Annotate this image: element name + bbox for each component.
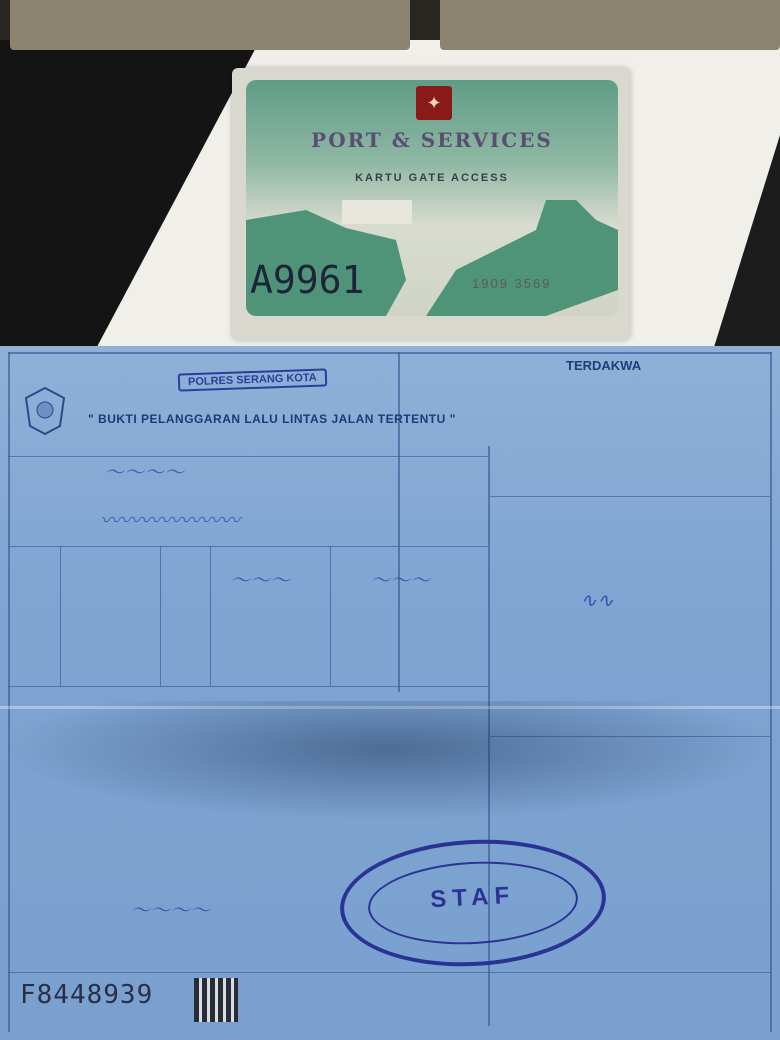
form-border-left — [8, 352, 10, 1032]
traffic-ticket-form — [0, 346, 780, 1040]
form-border-top — [8, 352, 772, 354]
handwriting: 〜〜〜 — [230, 568, 290, 592]
card-subtitle: KARTU GATE ACCESS — [355, 172, 509, 184]
form-title: " BUKTI PELANGGARAN LALU LINTAS JALAN TERTENTU " — [88, 412, 456, 426]
form-col-line — [330, 546, 331, 686]
form-col-line — [210, 546, 211, 686]
form-col-line — [160, 546, 161, 686]
handwriting: ∿∿ — [580, 588, 614, 612]
form-row-line — [8, 456, 488, 457]
police-emblem-icon — [22, 386, 68, 436]
paper-fold-line — [0, 706, 780, 709]
form-divider-1 — [398, 352, 400, 692]
handwriting: 〰〰〰〰〰〰〰 — [100, 508, 240, 532]
form-border-right — [770, 352, 772, 1032]
handwriting: 〜〜〜 — [370, 568, 430, 592]
qr-code-icon — [194, 978, 238, 1022]
form-row-line — [8, 686, 488, 687]
handwriting: 〜〜〜〜 — [130, 898, 210, 922]
form-row-line — [8, 546, 488, 547]
header-stamp: POLRES SERANG KOTA — [178, 368, 327, 391]
form-row-line — [490, 736, 770, 737]
form-row-line — [490, 496, 770, 497]
card-logo-icon: ✦ — [416, 86, 452, 120]
card-title: PORT & SERVICES — [311, 128, 553, 152]
ticket-serial-number: F8448939 — [20, 980, 154, 1010]
form-col-line — [60, 546, 61, 686]
gate-access-card — [246, 80, 618, 316]
form-row-line — [8, 972, 772, 973]
official-stamp — [337, 833, 609, 973]
partial-card-top-right — [440, 0, 780, 50]
handwriting: 〜〜〜〜 — [104, 460, 184, 484]
section-title-terdakwa: TERDAKWA — [566, 358, 642, 373]
partial-card-top-left — [10, 0, 410, 50]
stamp-text: STAF — [429, 881, 516, 914]
card-number: A9961 — [250, 258, 365, 302]
card-serial: 1909 3569 — [472, 276, 552, 291]
